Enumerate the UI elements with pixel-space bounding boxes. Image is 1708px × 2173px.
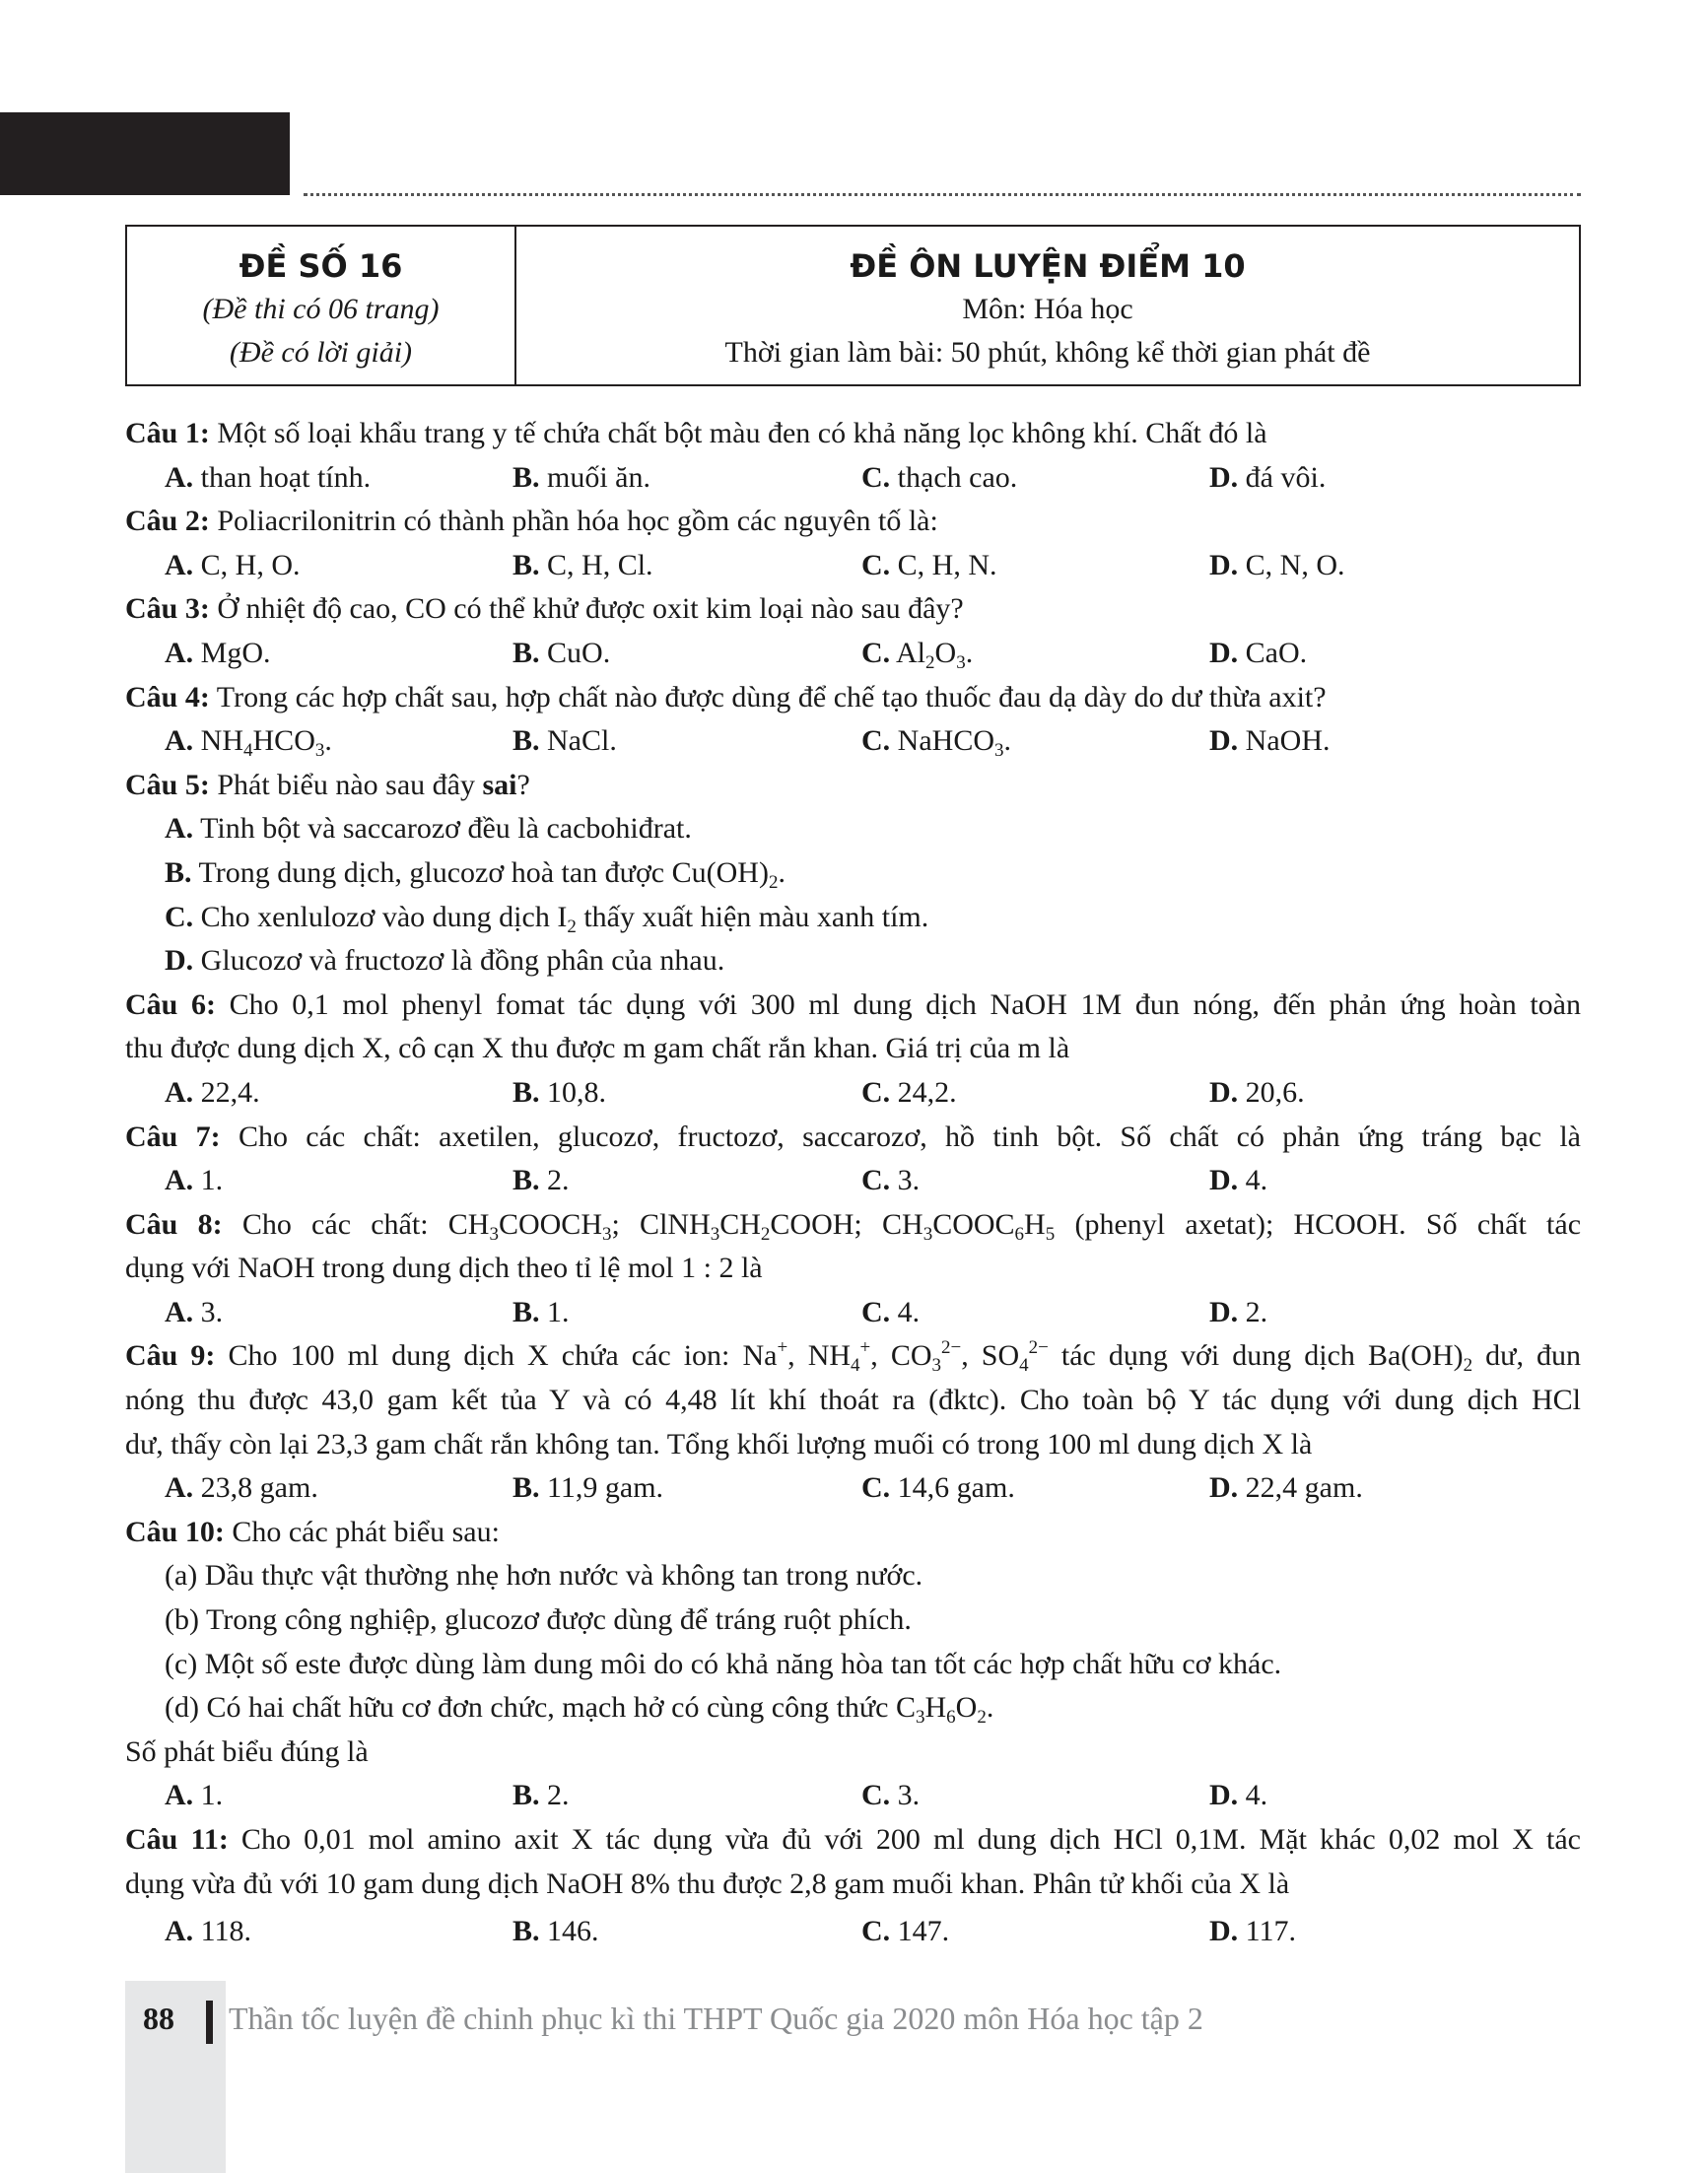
exam-title-block xyxy=(516,227,1579,384)
option-c[interactable]: C. 147. xyxy=(861,1915,950,1948)
option-d[interactable]: D. Glucozơ và fructozơ là đồng phân của nhau. xyxy=(165,944,725,978)
option-c[interactable]: C. $Al_2O_3$. xyxy=(861,636,974,673)
option-c[interactable]: C. 3. xyxy=(861,1779,921,1812)
option-b[interactable]: B. C, H, Cl. xyxy=(512,548,653,581)
option-c[interactable]: C. thạch cao. xyxy=(861,460,1018,494)
option-d[interactable]: D. C, N, O. xyxy=(1209,548,1345,581)
option-d[interactable]: D. NaOH. xyxy=(1209,724,1331,758)
question-stem: Câu 5: Phát biểu nào sau đây sai? xyxy=(125,768,530,801)
option-row xyxy=(125,719,1581,764)
question-stem: Câu 2: Poliacrilonitrin có thành phần hóa học gồm các nguyên tố là: xyxy=(125,505,938,538)
option-a[interactable]: A. 1. xyxy=(165,1164,224,1197)
book-title: Thần tốc luyện đề chinh phục kì thi THPT Quốc gia 2020 môn Hóa học tập 2 xyxy=(229,2001,1203,2036)
exam-title: ĐỀ ÔN LUYỆN ĐIỂM 10 xyxy=(850,247,1246,285)
option-c[interactable]: C. 4. xyxy=(861,1295,921,1328)
exam-number: ĐỀ SỐ 16 xyxy=(239,247,403,285)
question-stem: Câu 1: Một số loại khẩu trang y tế chứa chất bột màu đen có khả năng lọc không khí. Chất đó là xyxy=(125,417,1267,449)
option-row xyxy=(125,1291,1581,1335)
question-ask: Số phát biểu đúng là xyxy=(125,1734,369,1768)
option-a[interactable]: A. 118. xyxy=(165,1915,252,1948)
exam-header xyxy=(125,225,1581,386)
option-a[interactable]: A. 1. xyxy=(165,1779,224,1812)
option-row xyxy=(125,1159,1581,1203)
question-stem: Câu 11: Cho 0,01 mol amino axit X tác dụng vừa đủ với 200 ml dung dịch HCl 0,1M. Mặt khác 0,02 mol X tác xyxy=(125,1823,1581,1856)
exam-info xyxy=(127,227,516,384)
option-a[interactable]: A. $NH_4HCO_3$. xyxy=(165,724,332,762)
option-c[interactable]: C. Cho xenlulozơ vào dung dịch $I_2$ thấy xuất hiện màu xanh tím. xyxy=(165,900,929,937)
option-b[interactable]: B. Trong dung dịch, glucozơ hoà tan được $Cu(OH)_2$. xyxy=(165,855,786,893)
option-row xyxy=(125,1910,1581,1954)
option-b[interactable]: B. 11,9 gam. xyxy=(512,1471,664,1505)
question-list xyxy=(125,412,1581,1954)
option-b[interactable]: B. NaCl. xyxy=(512,724,617,758)
option-d[interactable]: D. 4. xyxy=(1209,1779,1268,1812)
option-a[interactable]: A. C, H, O. xyxy=(165,548,301,581)
option-row xyxy=(125,1466,1581,1511)
question-stem-cont: dư, thấy còn lại 23,3 gam chất rắn không tan. Tổng khối lượng muối có trong 100 ml dung dịch X là xyxy=(125,1427,1313,1460)
pages-note: (Đề thi có 06 trang) xyxy=(202,293,440,325)
question-stem: Câu 3: Ở nhiệt độ cao, CO có thể khử được oxit kim loại nào sau đây? xyxy=(125,592,964,626)
statement-a: (a) Dầu thực vật thường nhẹ hơn nước và không tan trong nước. xyxy=(165,1559,923,1593)
option-row xyxy=(125,456,1581,501)
option-row xyxy=(125,1071,1581,1116)
question-stem: Câu 9: Cho 100 ml dung dịch X chứa các ion: Na+, $NH_4^+$, $CO_3^{2-}$, $SO_4^{2-}$ tác dụng với dung dịch $Ba(OH)_2$ dư, đun xyxy=(125,1337,1581,1377)
option-d[interactable]: D. CaO. xyxy=(1209,636,1308,669)
page-number: 88 xyxy=(143,2001,174,2036)
statement-d: (d) Có hai chất hữu cơ đơn chức, mạch hở có cùng công thức $C_3H_6O_2$. xyxy=(165,1691,994,1729)
option-b[interactable]: B. 1. xyxy=(512,1295,570,1328)
question-stem: Câu 10: Cho các phát biểu sau: xyxy=(125,1515,500,1548)
option-a[interactable]: A. 23,8 gam. xyxy=(165,1471,318,1505)
option-row xyxy=(125,1774,1581,1818)
dotted-rule xyxy=(304,193,1581,196)
question-stem: Câu 7: Cho các chất: axetilen, glucozơ, fructozơ, saccarozơ, hồ tinh bột. Số chất có phản ứng tráng bạc là xyxy=(125,1120,1581,1153)
option-c[interactable]: C. NaHCO$_3$. xyxy=(861,724,1011,762)
option-a[interactable]: A. 3. xyxy=(165,1295,224,1328)
question-stem: Câu 4: Trong các hợp chất sau, hợp chất nào được dùng để chế tạo thuốc đau dạ dày do dư thừa axit? xyxy=(125,680,1327,713)
option-d[interactable]: D. 22,4 gam. xyxy=(1209,1471,1363,1505)
question-stem-cont: nóng thu được 43,0 gam kết tủa Y và có 4,48 lít khí thoát ra (đktc). Cho toàn bộ Y tác dụng với dung dịch HCl xyxy=(125,1384,1581,1417)
question-stem-cont: thu được dung dịch X, cô cạn X thu được m gam chất rắn khan. Giá trị của m là xyxy=(125,1032,1070,1065)
option-d[interactable]: D. 20,6. xyxy=(1209,1075,1305,1109)
exam-time: Thời gian làm bài: 50 phút, không kể thời gian phát đề xyxy=(724,336,1371,369)
solution-note: (Đề có lời giải) xyxy=(229,336,413,369)
option-row xyxy=(125,632,1581,676)
statement-c: (c) Một số este được dùng làm dung môi do có khả năng hòa tan tốt các hợp chất hữu cơ khác. xyxy=(165,1647,1282,1680)
option-c[interactable]: C. C, H, N. xyxy=(861,548,997,581)
question-stem: Câu 8: Cho các chất: $CH_3COOCH_3$; $ClNH_3CH_2COOH$; $CH_3COOC_6H_5$ (phenyl axetat); HCOOH. Số chất tác xyxy=(125,1207,1581,1245)
section-tab xyxy=(0,112,290,195)
option-b[interactable]: B. 2. xyxy=(512,1779,570,1812)
option-b[interactable]: B. 2. xyxy=(512,1164,570,1197)
question-stem: Câu 6: Cho 0,1 mol phenyl fomat tác dụng với 300 ml dung dịch NaOH 1M đun nóng, đến phản ứng hoàn toàn xyxy=(125,987,1581,1021)
option-a[interactable]: A. Tinh bột và saccarozơ đều là cacbohiđrat. xyxy=(165,812,692,846)
option-b[interactable]: B. 146. xyxy=(512,1915,599,1948)
question-stem-cont: dụng với NaOH trong dung dịch theo tỉ lệ mol 1 : 2 là xyxy=(125,1252,763,1285)
option-a[interactable]: A. MgO. xyxy=(165,636,271,669)
option-b[interactable]: B. CuO. xyxy=(512,636,611,669)
option-d[interactable]: D. đá vôi. xyxy=(1209,460,1327,494)
option-b[interactable]: B. 10,8. xyxy=(512,1075,607,1109)
option-a[interactable]: A. 22,4. xyxy=(165,1075,260,1109)
option-d[interactable]: D. 2. xyxy=(1209,1295,1268,1328)
option-row xyxy=(125,544,1581,588)
option-a[interactable]: A. than hoạt tính. xyxy=(165,460,372,494)
exam-subject: Môn: Hóa học xyxy=(962,293,1133,325)
option-d[interactable]: D. 117. xyxy=(1209,1915,1297,1948)
option-c[interactable]: C. 24,2. xyxy=(861,1075,957,1109)
option-c[interactable]: C. 14,6 gam. xyxy=(861,1471,1015,1505)
option-c[interactable]: C. 3. xyxy=(861,1164,921,1197)
question-stem-cont: dụng vừa đủ với 10 gam dung dịch NaOH 8% thu được 2,8 gam muối khan. Phân tử khối của X là xyxy=(125,1867,1290,1900)
statement-b: (b) Trong công nghiệp, glucozơ được dùng để tráng ruột phích. xyxy=(165,1603,912,1637)
option-d[interactable]: D. 4. xyxy=(1209,1164,1268,1197)
footer-divider xyxy=(206,2001,213,2044)
option-b[interactable]: B. muối ăn. xyxy=(512,460,651,494)
